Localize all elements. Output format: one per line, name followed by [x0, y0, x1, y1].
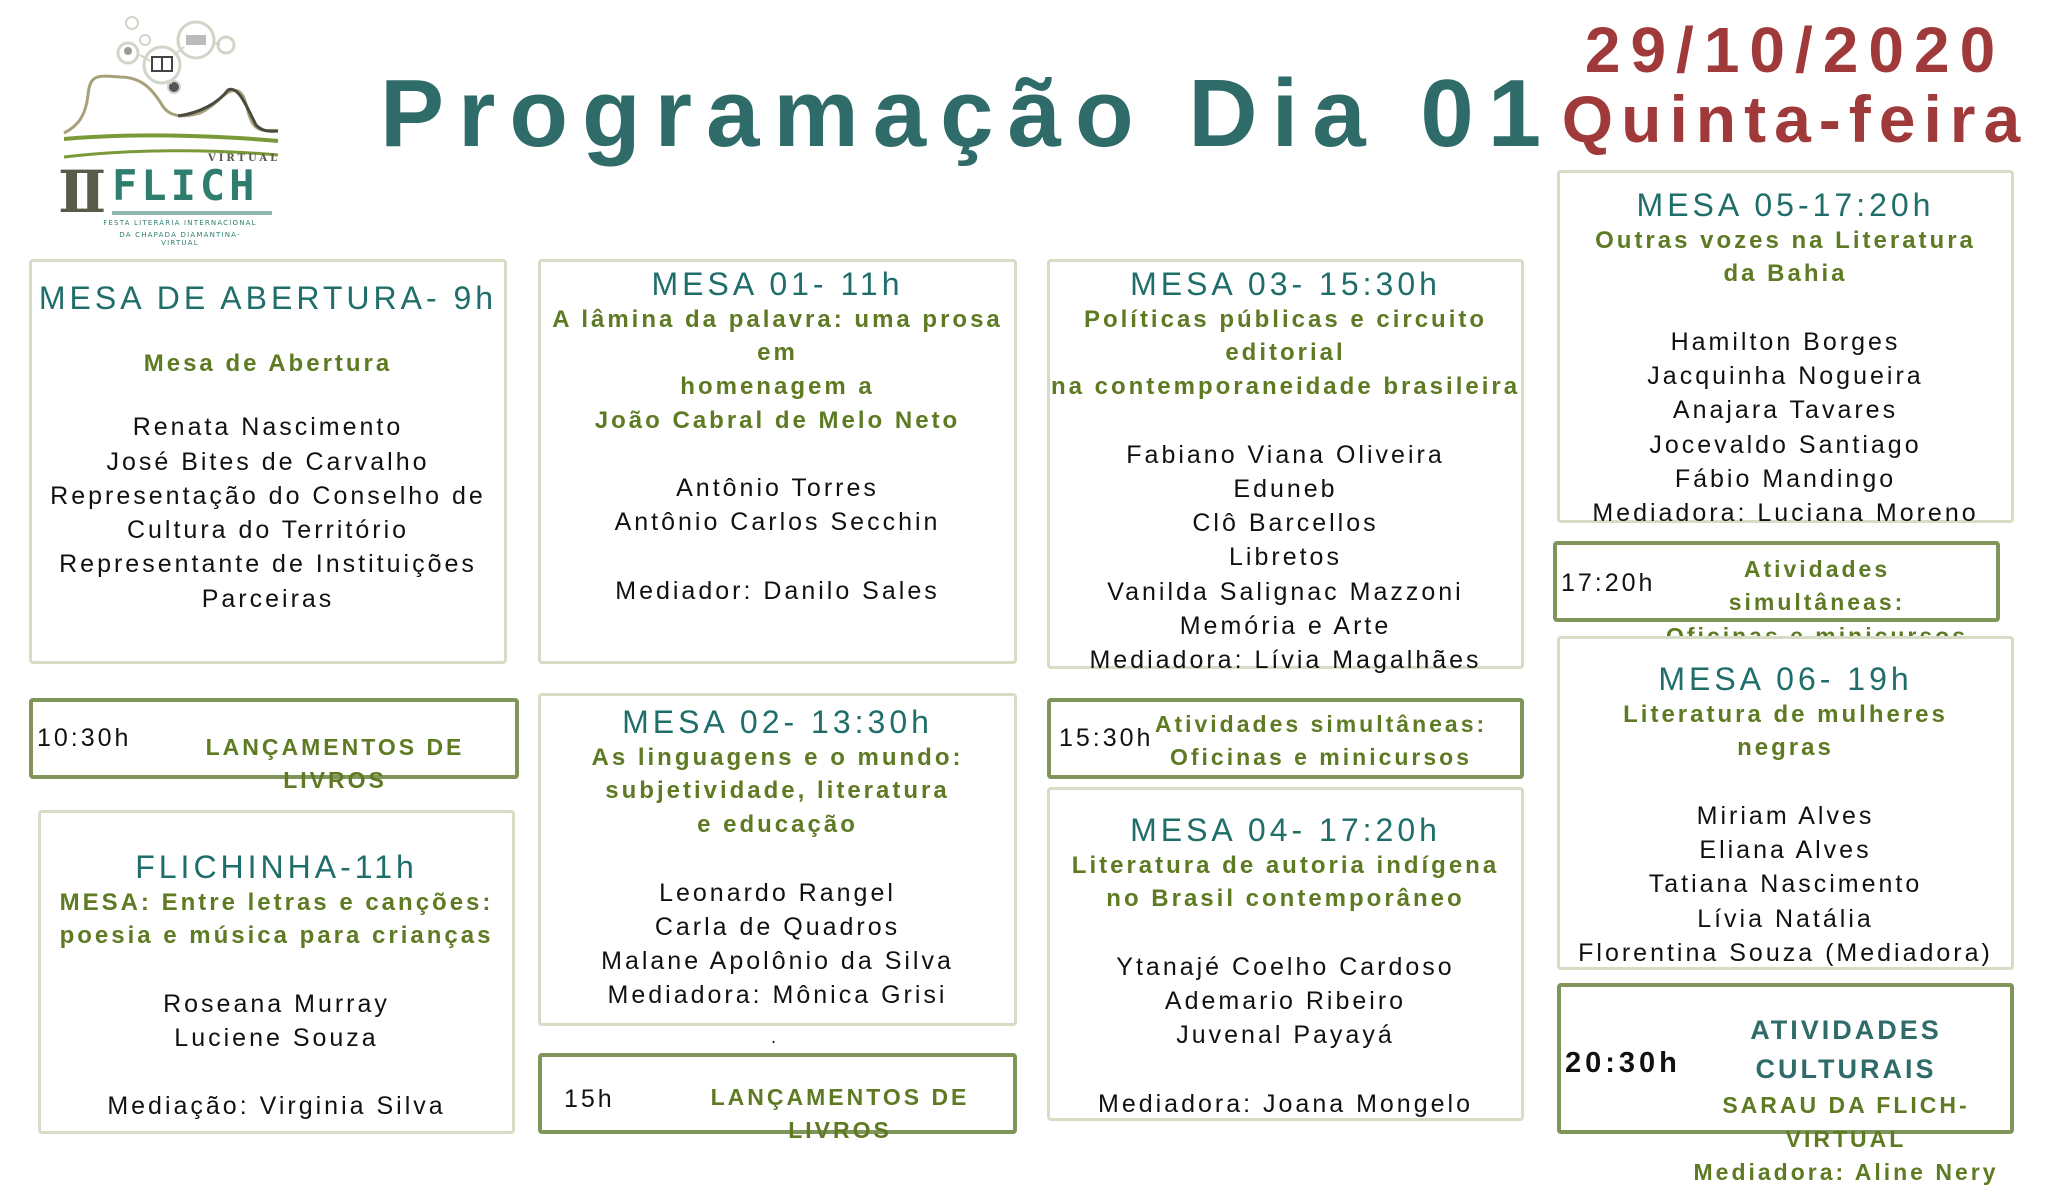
event-time: 15h [564, 1085, 615, 1113]
participant: Roseana Murray [163, 989, 390, 1018]
participant: Eliana Alves [1699, 836, 1872, 865]
session-subtitle: da Bahia [1723, 260, 1848, 288]
participant: Hamilton Borges [1670, 327, 1901, 356]
session-heading: MESA 06- 19h [1658, 661, 1913, 697]
event-atividades-1530 [1047, 698, 1524, 779]
participant: Ademario Ribeiro [1164, 987, 1407, 1016]
event-weekday: Quinta-feira [1561, 82, 2029, 156]
session-mesa-05 [1557, 170, 2014, 528]
session-mediator: Mediadora: Luciana Moreno [1592, 499, 1979, 528]
event-time: 10:30h [37, 724, 132, 752]
participant: Juvenal Payayá [1176, 1021, 1395, 1050]
session-heading: MESA 01- 11h [651, 266, 904, 302]
event-lancamentos-1030 [29, 698, 519, 794]
session-mesa-04 [1047, 787, 1524, 1121]
session-heading: FLICHINHA-11h [135, 849, 418, 885]
session-subtitle: Mesa de Abertura [143, 349, 393, 377]
session-subtitle: As linguagens e o mundo: [591, 743, 964, 771]
event-line: SARAU DA FLICH-VIRTUAL [1722, 1092, 1970, 1152]
session-subtitle: A lâmina da palavra: uma prosa em [552, 305, 1003, 367]
session-subtitle: negras [1737, 734, 1834, 762]
session-mesa-03 [1047, 259, 1524, 675]
session-mediator: Mediadora: Joana Mongelo [1098, 1089, 1473, 1118]
session-subtitle: Outras vozes na Literatura [1595, 226, 1976, 254]
participant: Ytanajé Coelho Cardoso [1116, 952, 1455, 981]
session-subtitle: Literatura de autoria indígena [1071, 851, 1500, 879]
session-subtitle: poesia e música para crianças [59, 922, 494, 950]
logo-underline [112, 211, 272, 215]
event-atividades-1720 [1553, 541, 2000, 622]
event-line: Atividades simultâneas: [1728, 556, 1906, 616]
session-subtitle: MESA: Entre letras e canções: [59, 888, 494, 916]
session-subtitle: e educação [697, 810, 858, 838]
participant: Carla de Quadros [654, 912, 901, 941]
logo-numeral: II [58, 158, 101, 226]
session-subtitle: João Cabral de Melo Neto [594, 406, 961, 434]
session-heading: MESA 05-17:20h [1636, 187, 1935, 223]
session-mesa-01 [538, 259, 1017, 664]
participant: Anajara Tavares [1672, 396, 1899, 425]
session-subtitle: na contemporaneidade brasileira [1050, 372, 1521, 400]
participant: Representação do Conselho de [50, 481, 486, 510]
participant: Clô Barcellos [1192, 509, 1379, 538]
event-time: 15:30h [1059, 724, 1154, 752]
participant: Fabiano Viana Oliveira [1126, 440, 1445, 469]
event-label: LANÇAMENTOS DE LIVROS [205, 734, 465, 794]
session-mediator: Florentina Souza (Mediadora) [1578, 938, 1993, 967]
session-heading: MESA 04- 17:20h [1130, 812, 1441, 848]
logo-virtual-tag: VIRTUAL [208, 153, 281, 164]
participant: Parceiras [201, 584, 335, 613]
participant: Malane Apolônio da Silva [601, 947, 954, 976]
session-subtitle: editorial [1225, 339, 1346, 367]
participant: Antônio Torres [676, 474, 879, 503]
participant: Eduneb [1233, 474, 1338, 503]
participant: José Bites de Carvalho [106, 447, 430, 476]
participant: Lívia Natália [1697, 904, 1874, 933]
event-date: 29/10/2020 [1584, 14, 2006, 86]
event-label [1685, 1011, 2007, 1189]
event-time: 17:20h [1561, 569, 1656, 597]
session-mediator: Mediadora: Lívia Magalhães [1089, 646, 1482, 675]
stray-dot: . [771, 1028, 777, 1047]
flich-logo [50, 15, 290, 245]
participant: Cultura do Território [126, 516, 410, 545]
session-subtitle: subjetividade, literatura [605, 777, 950, 805]
event-line: Atividades simultâneas: [1154, 711, 1488, 737]
participant: Fábio Mandingo [1674, 464, 1897, 493]
participant: Miriam Alves [1696, 801, 1875, 830]
session-mesa-06 [1557, 636, 2014, 970]
session-flichinha [38, 810, 515, 1134]
participant: Vanilda Salignac Mazzoni [1107, 577, 1464, 606]
event-line: Mediadora: Aline Nery [1693, 1158, 1999, 1185]
session-mediator: Mediação: Virginia Silva [107, 1092, 446, 1121]
event-label: LANÇAMENTOS DE LIVROS [710, 1084, 970, 1144]
participant: Representante de Instituições [59, 550, 477, 579]
event-lancamentos-15h [538, 1053, 1017, 1144]
event-heading: ATIVIDADES CULTURAIS [1750, 1015, 1942, 1085]
session-heading: MESA DE ABERTURA- 9h [38, 280, 498, 316]
participant: Jacquinha Nogueira [1647, 362, 1924, 391]
participant: Mediadora: Mônica Grisi [607, 981, 948, 1010]
participant: Jocevaldo Santiago [1649, 430, 1922, 459]
session-abertura [29, 259, 507, 664]
event-atividades-culturais [1557, 983, 2014, 1185]
participant: Leonardo Rangel [659, 878, 896, 907]
session-subtitle: no Brasil contemporâneo [1106, 885, 1465, 913]
participant: Libretos [1229, 543, 1342, 572]
session-heading: MESA 02- 13:30h [622, 704, 933, 740]
logo-subtitle-2: DA CHAPADA DIAMANTINA- VIRTUAL [119, 231, 241, 247]
participant: Antônio Carlos Secchin [614, 508, 941, 537]
session-mesa-02 [538, 693, 1017, 1026]
logo-name: FLICH [112, 161, 259, 210]
participant: Memória e Arte [1179, 611, 1392, 640]
session-heading: MESA 03- 15:30h [1130, 266, 1441, 302]
logo-subtitle-1: FESTA LITERÁRIA INTERNACIONAL [103, 219, 257, 227]
event-line: Oficinas e minicursos [1169, 744, 1473, 771]
session-subtitle: Literatura de mulheres [1623, 700, 1948, 728]
participant: Tatiana Nascimento [1648, 870, 1923, 899]
session-mediator: Mediador: Danilo Sales [615, 576, 940, 605]
session-subtitle: homenagem a [680, 372, 875, 400]
event-time: 20:30h [1565, 1047, 1681, 1079]
chapada-landscape-icon [50, 15, 290, 165]
event-label [1151, 708, 1491, 775]
page-title: Programação Dia 01 [380, 60, 1556, 167]
session-subtitle: Políticas públicas e circuito [1083, 305, 1488, 333]
participant: Luciene Souza [174, 1024, 379, 1053]
participant: Renata Nascimento [132, 413, 404, 442]
